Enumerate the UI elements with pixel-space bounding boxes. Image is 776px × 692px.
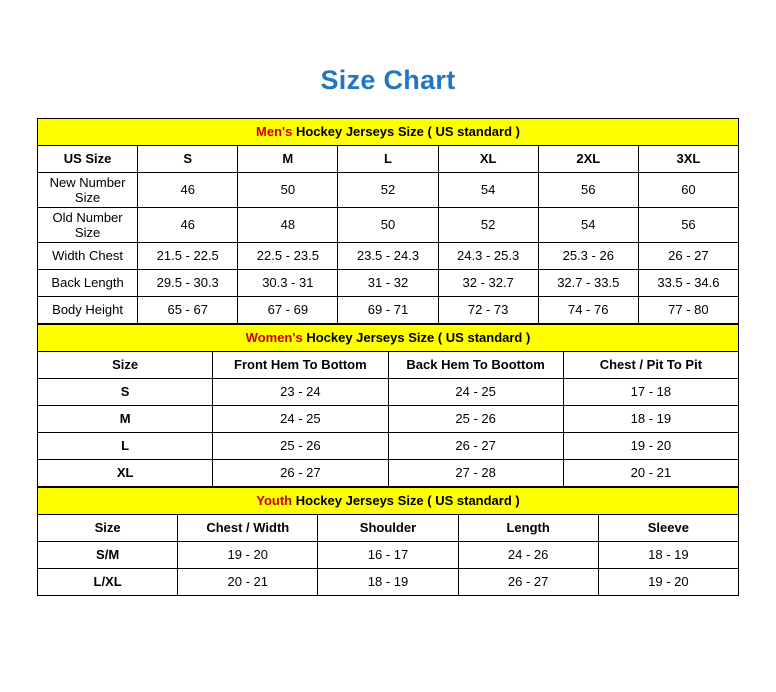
womens-col-3: Chest / Pit To Pit bbox=[563, 351, 738, 378]
table-row bbox=[38, 568, 739, 595]
womens-row-1-cell-1: 25 - 26 bbox=[388, 405, 563, 432]
table-row bbox=[38, 296, 739, 323]
mens-row-3-cell-4: 32.7 - 33.5 bbox=[538, 269, 638, 296]
mens-row-1-cell-5: 56 bbox=[638, 207, 738, 242]
table-header-row bbox=[38, 514, 739, 541]
womens-row-0-label: S bbox=[38, 378, 213, 405]
mens-col-5: 2XL bbox=[538, 145, 638, 172]
womens-row-3-cell-1: 27 - 28 bbox=[388, 459, 563, 486]
mens-row-3-label: Back Length bbox=[38, 269, 138, 296]
mens-row-0-cell-0: 46 bbox=[138, 172, 238, 207]
table-row bbox=[38, 242, 739, 269]
mens-size-table bbox=[37, 118, 739, 324]
mens-row-1-cell-0: 46 bbox=[138, 207, 238, 242]
mens-row-2-label: Width Chest bbox=[38, 242, 138, 269]
mens-row-2-cell-3: 24.3 - 25.3 bbox=[438, 242, 538, 269]
mens-row-2-cell-0: 21.5 - 22.5 bbox=[138, 242, 238, 269]
womens-row-3-label: XL bbox=[38, 459, 213, 486]
youth-row-1-label: L/XL bbox=[38, 568, 178, 595]
youth-row-0-cell-3: 18 - 19 bbox=[598, 541, 738, 568]
table-header-row bbox=[38, 351, 739, 378]
mens-col-1: S bbox=[138, 145, 238, 172]
womens-header-accent: Women's bbox=[245, 330, 303, 346]
mens-row-1-cell-1: 48 bbox=[238, 207, 338, 242]
youth-row-0-label: S/M bbox=[38, 541, 178, 568]
table-row bbox=[38, 432, 739, 459]
youth-header-rest: Hockey Jerseys Size ( US standard ) bbox=[292, 493, 520, 509]
mens-row-0-cell-5: 60 bbox=[638, 172, 738, 207]
mens-row-4-cell-5: 77 - 80 bbox=[638, 296, 738, 323]
womens-col-1: Front Hem To Bottom bbox=[213, 351, 388, 378]
mens-row-4-cell-0: 65 - 67 bbox=[138, 296, 238, 323]
youth-row-1-cell-2: 26 - 27 bbox=[458, 568, 598, 595]
mens-row-0-cell-4: 56 bbox=[538, 172, 638, 207]
youth-section-header bbox=[38, 487, 739, 514]
mens-row-0-cell-3: 54 bbox=[438, 172, 538, 207]
mens-row-3-cell-1: 30.3 - 31 bbox=[238, 269, 338, 296]
womens-row-2-cell-1: 26 - 27 bbox=[388, 432, 563, 459]
womens-row-2-cell-0: 25 - 26 bbox=[213, 432, 388, 459]
table-row bbox=[38, 459, 739, 486]
table-row bbox=[38, 405, 739, 432]
table-section-header-row bbox=[38, 324, 739, 351]
table-row bbox=[38, 269, 739, 296]
mens-row-1-label: Old Number Size bbox=[38, 207, 138, 242]
mens-col-4: XL bbox=[438, 145, 538, 172]
mens-row-4-cell-1: 67 - 69 bbox=[238, 296, 338, 323]
youth-col-0: Size bbox=[38, 514, 178, 541]
youth-row-1-cell-0: 20 - 21 bbox=[178, 568, 318, 595]
youth-col-3: Length bbox=[458, 514, 598, 541]
womens-row-0-cell-0: 23 - 24 bbox=[213, 378, 388, 405]
womens-col-2: Back Hem To Boottom bbox=[388, 351, 563, 378]
womens-row-2-cell-2: 19 - 20 bbox=[563, 432, 738, 459]
youth-row-0-cell-1: 16 - 17 bbox=[318, 541, 458, 568]
mens-col-3: L bbox=[338, 145, 438, 172]
mens-col-6: 3XL bbox=[638, 145, 738, 172]
mens-header-accent: Men's bbox=[256, 124, 293, 140]
table-row bbox=[38, 172, 739, 207]
mens-row-1-cell-3: 52 bbox=[438, 207, 538, 242]
size-chart-tables bbox=[37, 118, 739, 596]
youth-col-2: Shoulder bbox=[318, 514, 458, 541]
mens-row-0-label: New Number Size bbox=[38, 172, 138, 207]
mens-section-header bbox=[38, 118, 739, 145]
womens-row-1-label: M bbox=[38, 405, 213, 432]
mens-row-2-cell-1: 22.5 - 23.5 bbox=[238, 242, 338, 269]
womens-header-rest: Hockey Jerseys Size ( US standard ) bbox=[302, 330, 531, 346]
mens-row-0-cell-2: 52 bbox=[338, 172, 438, 207]
table-row bbox=[38, 207, 739, 242]
table-section-header-row bbox=[38, 487, 739, 514]
mens-row-3-cell-2: 31 - 32 bbox=[338, 269, 438, 296]
mens-header-rest: Hockey Jerseys Size ( US standard ) bbox=[292, 124, 520, 140]
womens-row-1-cell-0: 24 - 25 bbox=[213, 405, 388, 432]
womens-col-0: Size bbox=[38, 351, 213, 378]
mens-row-2-cell-5: 26 - 27 bbox=[638, 242, 738, 269]
mens-col-2: M bbox=[238, 145, 338, 172]
youth-row-0-cell-2: 24 - 26 bbox=[458, 541, 598, 568]
mens-row-1-cell-2: 50 bbox=[338, 207, 438, 242]
mens-row-4-cell-4: 74 - 76 bbox=[538, 296, 638, 323]
page-title: Size Chart bbox=[320, 65, 456, 95]
womens-row-2-label: L bbox=[38, 432, 213, 459]
womens-row-0-cell-1: 24 - 25 bbox=[388, 378, 563, 405]
womens-size-table bbox=[37, 324, 739, 487]
mens-col-0: US Size bbox=[38, 145, 138, 172]
womens-row-0-cell-2: 17 - 18 bbox=[563, 378, 738, 405]
table-header-row bbox=[38, 145, 739, 172]
womens-row-3-cell-0: 26 - 27 bbox=[213, 459, 388, 486]
mens-row-2-cell-4: 25.3 - 26 bbox=[538, 242, 638, 269]
table-row bbox=[38, 541, 739, 568]
mens-row-4-label: Body Height bbox=[38, 296, 138, 323]
mens-row-1-cell-4: 54 bbox=[538, 207, 638, 242]
youth-row-1-cell-1: 18 - 19 bbox=[318, 568, 458, 595]
womens-section-header bbox=[38, 324, 739, 351]
youth-header-accent: Youth bbox=[256, 493, 293, 509]
mens-row-3-cell-0: 29.5 - 30.3 bbox=[138, 269, 238, 296]
womens-row-1-cell-2: 18 - 19 bbox=[563, 405, 738, 432]
mens-row-4-cell-2: 69 - 71 bbox=[338, 296, 438, 323]
mens-row-3-cell-5: 33.5 - 34.6 bbox=[638, 269, 738, 296]
mens-row-3-cell-3: 32 - 32.7 bbox=[438, 269, 538, 296]
youth-row-0-cell-0: 19 - 20 bbox=[178, 541, 318, 568]
table-row bbox=[38, 378, 739, 405]
youth-col-1: Chest / Width bbox=[178, 514, 318, 541]
youth-row-1-cell-3: 19 - 20 bbox=[598, 568, 738, 595]
youth-col-4: Sleeve bbox=[598, 514, 738, 541]
mens-row-0-cell-1: 50 bbox=[238, 172, 338, 207]
mens-row-2-cell-2: 23.5 - 24.3 bbox=[338, 242, 438, 269]
mens-row-4-cell-3: 72 - 73 bbox=[438, 296, 538, 323]
womens-row-3-cell-2: 20 - 21 bbox=[563, 459, 738, 486]
table-section-header-row bbox=[38, 118, 739, 145]
youth-size-table bbox=[37, 487, 739, 596]
